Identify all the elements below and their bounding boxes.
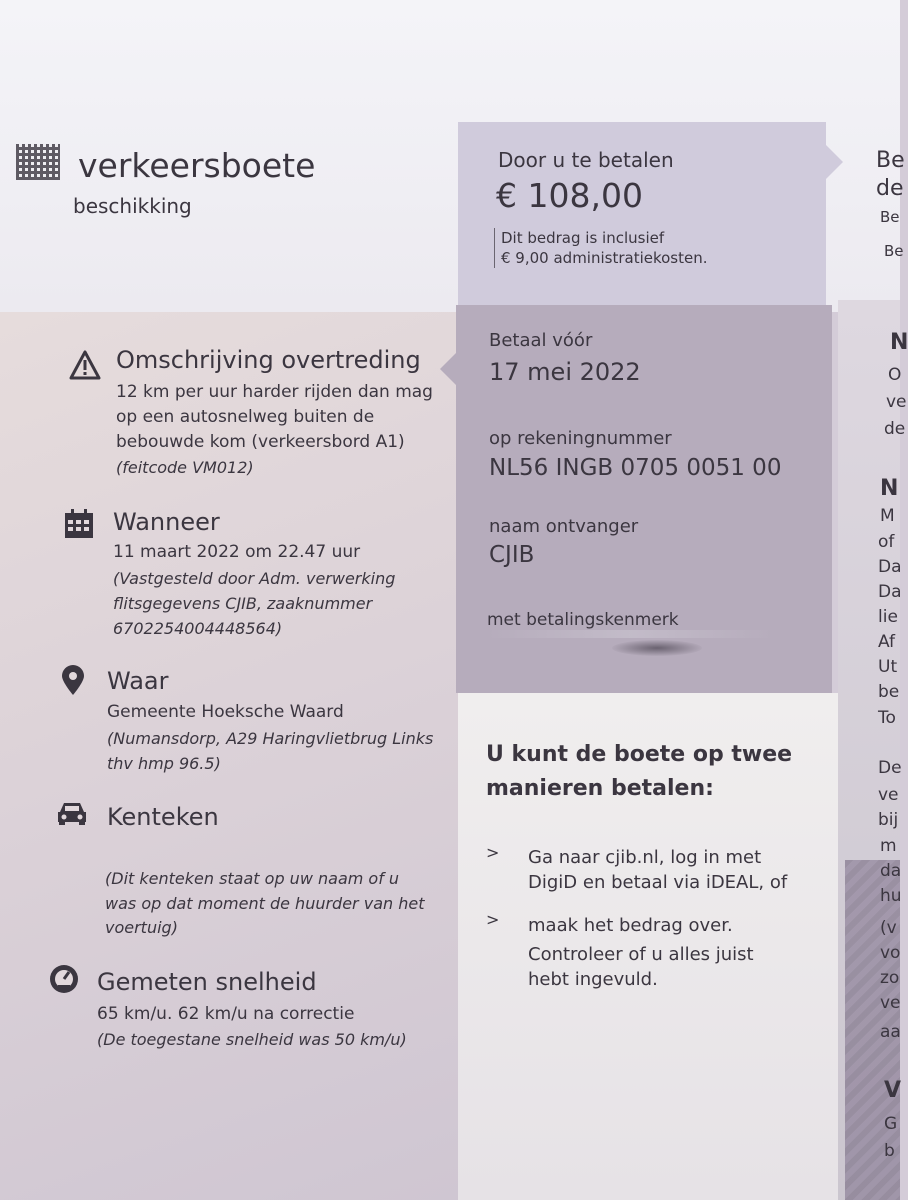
cutoff-text: aa	[880, 1022, 901, 1042]
speed-title: Gemeten snelheid	[97, 968, 317, 996]
option-line: Controleer of u alles juist	[528, 944, 754, 965]
option-line: Ga naar cjib.nl, log in met	[528, 847, 762, 868]
when-title: Wanneer	[113, 508, 220, 536]
speed-note: (De toegestane snelheid was 50 km/u)	[97, 1030, 407, 1049]
when-note: 6702254004448564)	[113, 619, 283, 638]
redacted-reference-mark	[612, 640, 702, 656]
cutoff-text: ve	[878, 785, 899, 805]
cutoff-text: de	[884, 419, 906, 439]
cutoff-text: Be	[880, 208, 900, 226]
cutoff-text: M	[880, 506, 895, 526]
pay-methods-title: manieren betalen:	[486, 776, 714, 801]
cutoff-text: V	[884, 1078, 902, 1103]
recipient-name: CJIB	[489, 542, 535, 568]
cutoff-text: G	[884, 1114, 898, 1134]
option-line: hebt ingevuld.	[528, 969, 658, 990]
calendar-icon	[63, 508, 95, 540]
cutoff-text: N	[880, 476, 899, 501]
where-note: thv hmp 96.5)	[107, 754, 221, 773]
account-number: NL56 INGB 0705 0051 00	[489, 455, 782, 481]
cutoff-text: de	[876, 176, 904, 201]
car-icon	[56, 800, 88, 826]
qr-code-icon	[16, 144, 60, 180]
panel-pointer-left	[440, 352, 457, 386]
option-line: maak het bedrag over.	[528, 915, 733, 936]
plate-title: Kenteken	[107, 803, 219, 831]
cutoff-text: hu	[880, 886, 902, 906]
speed-line: 65 km/u. 62 km/u na correctie	[97, 1004, 355, 1024]
when-line: 11 maart 2022 om 22.47 uur	[113, 542, 361, 562]
amount-value: € 108,00	[496, 176, 643, 215]
cutoff-text: vo	[880, 943, 901, 963]
cutoff-text: be	[878, 682, 900, 702]
where-title: Waar	[107, 667, 169, 695]
offense-title: Omschrijving overtreding	[116, 346, 421, 374]
location-pin-icon	[60, 666, 86, 696]
fee-note-line: Dit bedrag is inclusief	[501, 229, 665, 247]
cutoff-text: Ut	[878, 657, 898, 677]
cutoff-text: De	[878, 758, 902, 778]
when-note: flitsgegevens CJIB, zaaknummer	[113, 594, 373, 613]
recipient-label: naam ontvanger	[489, 516, 639, 537]
pay-methods-title: U kunt de boete op twee	[486, 742, 793, 767]
cutoff-text: Da	[878, 582, 902, 602]
cutoff-text: N	[890, 330, 908, 355]
cutoff-text: To	[878, 708, 896, 728]
when-note: (Vastgesteld door Adm. verwerking	[113, 569, 396, 588]
option-line: DigiD en betaal via iDEAL, of	[528, 872, 788, 893]
redacted-reference	[485, 630, 775, 638]
cutoff-text: lie	[878, 607, 898, 627]
fee-note	[494, 228, 708, 268]
cutoff-text: m	[880, 836, 897, 856]
pay-before-label: Betaal vóór	[489, 330, 593, 351]
panel-pointer	[826, 145, 843, 179]
offense-code: (feitcode VM012)	[116, 458, 254, 477]
cutoff-text: Be	[876, 148, 905, 173]
document-title: verkeersboete	[78, 146, 316, 185]
cutoff-text: ve	[886, 392, 907, 412]
cutoff-text: zo	[880, 968, 900, 988]
plate-note: voertuig)	[105, 918, 178, 937]
reference-label: met betalingskenmerk	[487, 610, 679, 630]
pay-before-date: 17 mei 2022	[489, 358, 641, 386]
bullet-caret-icon: >	[486, 910, 500, 929]
warning-icon	[70, 350, 100, 380]
cutoff-text: bij	[878, 810, 899, 830]
cutoff-text: Af	[878, 632, 896, 652]
cutoff-text: O	[888, 365, 902, 385]
account-label: op rekeningnummer	[489, 428, 672, 449]
speedometer-icon	[48, 963, 80, 995]
cutoff-text: b	[884, 1141, 895, 1161]
fee-note-line: € 9,00 administratiekosten.	[501, 249, 708, 267]
cutoff-text: ve	[880, 993, 901, 1013]
where-line: Gemeente Hoeksche Waard	[107, 702, 344, 722]
offense-line: bebouwde kom (verkeersbord A1)	[116, 432, 405, 452]
plate-note: (Dit kenteken staat op uw naam of u	[105, 869, 400, 888]
plate-note: was op dat moment de huurder van het	[105, 894, 425, 913]
to-pay-label: Door u te betalen	[498, 148, 674, 172]
cutoff-text: Da	[878, 557, 902, 577]
cutoff-text: of	[878, 532, 895, 552]
cutoff-text: (v	[880, 918, 897, 938]
document-subtitle: beschikking	[73, 194, 192, 218]
cutoff-text: da	[880, 861, 902, 881]
offense-line: op een autosnelweg buiten de	[116, 407, 375, 427]
where-note: (Numansdorp, A29 Haringvlietbrug Links	[107, 729, 434, 748]
cutoff-text: Be	[884, 242, 904, 260]
offense-line: 12 km per uur harder rijden dan mag	[116, 382, 433, 402]
bullet-caret-icon: >	[486, 843, 500, 862]
